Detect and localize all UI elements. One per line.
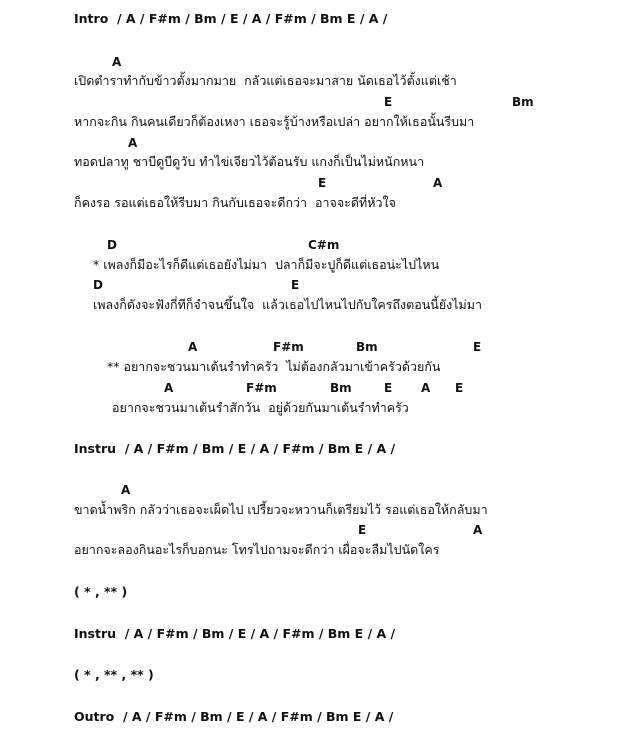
chord: A	[121, 483, 131, 497]
instru-line: Instru / A / F#m / Bm / E / A / F#m / Bm E / A /	[74, 626, 396, 641]
chord: Bm	[330, 381, 352, 395]
chord: A	[112, 55, 122, 69]
chord: D	[93, 278, 103, 292]
chord: Bm	[356, 340, 378, 354]
chord: A	[188, 340, 198, 354]
chord: E	[384, 381, 393, 395]
lyric-line: หากจะกิน กินคนเดียวก็ต้องเหงา เธอจะรู้บ้างหรือเปล่า อยากให้เธอนั้นรีบมา	[74, 114, 475, 129]
lyric-line: ขาดน้ำพริก กลัวว่าเธอจะเผ็ดไป เปรี้ยวจะหวานก็เตรียมไว้ รอแต่เธอให้กลับมา	[74, 502, 488, 517]
repeat-marker: ( * , ** , ** )	[74, 667, 154, 682]
chord: A	[164, 381, 174, 395]
lyric-line: เปิดตำราทำกับข้าวตั้งมากมาย กลัวแต่เธอจะมาสาย นัดเธอไว้ตั้งแต่เช้า	[74, 73, 457, 88]
chord: A	[128, 136, 138, 150]
repeat-marker: ( * , ** )	[74, 584, 128, 599]
chord: F#m	[273, 340, 304, 354]
outro-line: Outro / A / F#m / Bm / E / A / F#m / Bm E / A /	[74, 709, 394, 724]
chord: A	[473, 523, 483, 537]
chord: A	[421, 381, 431, 395]
intro-line: Intro / A / F#m / Bm / E / A / F#m / Bm E / A /	[74, 11, 388, 26]
lyric-line: ** อยากจะชวนมาเต้นรำทำครัว ไม่ต้องกลัวมาเข้าครัวด้วยกัน	[107, 359, 441, 374]
lyric-line: ทอดปลาทู ชาบีดูบีดูวับ ทำไข่เจียวไว้ต้อนรับ แกงก็เป็นไม่หนักหนา	[74, 154, 425, 169]
chord: C#m	[308, 238, 340, 252]
chord: E	[291, 278, 300, 292]
instru-line: Instru / A / F#m / Bm / E / A / F#m / Bm E / A /	[74, 441, 396, 456]
chord: D	[107, 238, 117, 252]
lyric-line: ก็คงรอ รอแต่เธอให้รีบมา กินกับเธอจะดีกว่า อาจจะดีที่หัวใจ	[74, 195, 396, 210]
chord: E	[358, 523, 367, 537]
chord: E	[318, 176, 327, 190]
lyric-line: * เพลงก็มีอะไรก็ดีแต่เธอยังไม่มา ปลาก็มีจะปูก็ดีแต่เธอน่ะไปไหน	[93, 257, 440, 272]
lyric-line: อยากจะชวนมาเต้นรำสักวัน อยู่ด้วยกันมาเต้นรำทำครัว	[112, 400, 409, 415]
lyric-line: เพลงก็ดังจะฟังกี่ทีก็จำจนขึ้นใจ แล้วเธอไปไหนไปกับใครถึงตอนนี้ยังไม่มา	[93, 297, 483, 312]
chord: E	[455, 381, 464, 395]
chord: F#m	[246, 381, 277, 395]
chord: E	[473, 340, 482, 354]
chord: A	[433, 176, 443, 190]
chord: Bm	[512, 95, 534, 109]
lyric-line: อยากจะลองกินอะไรก็บอกนะ โทรไปถามจะดีกว่า เผื่อจะลืมไปนัดใคร	[74, 542, 440, 557]
chord: E	[384, 95, 393, 109]
